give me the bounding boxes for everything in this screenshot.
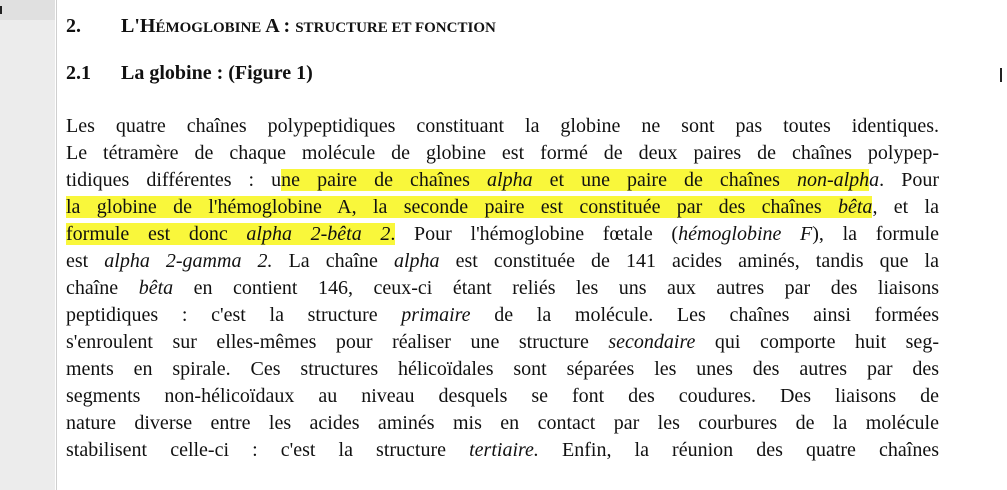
text-run: qui comporte huit seg- <box>695 331 939 353</box>
text-run: s'enroulent sur elles-mêmes pour réaliser une structure <box>66 331 609 353</box>
text-run: La chaîne <box>272 250 394 272</box>
highlighted-text <box>281 169 869 191</box>
subsection-title: La globine : (Figure 1) <box>121 62 313 84</box>
italic-term: non-alph <box>796 169 870 191</box>
text-run: . <box>390 223 396 245</box>
text-run: peptidiques : c'est la structure <box>66 304 402 326</box>
italic-term: bêta <box>838 196 873 218</box>
text-run: en contient 146, ceux-ci étant reliés les uns aux autres par des liaisons <box>173 277 939 299</box>
text-run: Pour l'hémoglobine fœtale ( <box>395 223 679 245</box>
text-run: nature diverse entre les acides aminés mis en contact par les courbures de la molécule <box>66 412 939 434</box>
italic-term: alpha <box>487 169 533 191</box>
section-heading <box>66 15 496 38</box>
italic-term: primaire <box>401 304 471 326</box>
subsection-number: 2.1 <box>66 62 91 84</box>
italic-term: bêta <box>138 277 174 299</box>
paragraph-line <box>66 194 939 221</box>
text-run: la globine de l'hémoglobine A, la seconde paire est constituée par des chaînes <box>66 196 838 218</box>
italic-term: a <box>869 169 880 191</box>
section-title-mid: A : <box>261 15 296 37</box>
italic-term: tertiaire. <box>469 439 539 461</box>
section-title-smallcaps: ÉMOGLOBINE <box>155 20 262 36</box>
text-run: , et la <box>872 196 939 218</box>
subsection-heading <box>66 62 313 85</box>
text-run: de la molécule. Les chaînes ainsi formées <box>470 304 939 326</box>
left-gutter <box>0 0 55 490</box>
paragraph-line <box>66 140 939 167</box>
text-run: Enfin, la réunion des quatre chaînes <box>538 439 939 461</box>
paragraph-line <box>66 437 939 464</box>
paragraph-line <box>66 356 939 383</box>
page-edge <box>56 0 57 490</box>
paragraph-line <box>66 383 939 410</box>
text-run: chaîne <box>66 277 139 299</box>
section-number: 2. <box>66 15 81 37</box>
paragraph-line <box>66 275 939 302</box>
highlighted-text <box>66 223 395 245</box>
text-run: . Pour <box>879 169 939 191</box>
italic-term: alpha 2-gamma 2. <box>104 250 273 272</box>
text-run: ), la formule <box>812 223 940 245</box>
italic-term: alpha 2-bêta 2 <box>246 223 391 245</box>
paragraph-line <box>66 113 939 140</box>
text-run: formule est donc <box>66 223 247 245</box>
paragraph-line <box>66 221 939 248</box>
paragraph-line <box>66 248 939 275</box>
text-run: tidiques différentes : u <box>66 169 282 191</box>
text-run: et une paire de chaînes <box>532 169 797 191</box>
gutter-panel <box>0 0 55 20</box>
text-run: est constituée de 141 acides aminés, tandis que la <box>439 250 939 272</box>
section-title-smallcaps-2: STRUCTURE ET FONCTION <box>295 20 496 36</box>
italic-term: hémoglobine F <box>678 223 813 245</box>
paragraph-line <box>66 167 939 194</box>
italic-term: secondaire <box>608 331 696 353</box>
italic-term: alpha <box>393 250 440 272</box>
text-run: ments en spirale. Ces structures hélicoïdales sont séparées les unes des autres par des <box>66 358 939 380</box>
text-run: ne paire de chaînes <box>281 169 488 191</box>
paragraph-line <box>66 302 939 329</box>
text-run: Les quatre chaînes polypeptidiques constituant la globine ne sont pas toutes identiques. <box>66 115 939 137</box>
text-cursor-mark <box>0 6 2 14</box>
section-title-lead: L'H <box>121 15 156 37</box>
paragraph-line <box>66 410 939 437</box>
paragraph-line <box>66 329 939 356</box>
text-run: Le tétramère de chaque molécule de globine est formé de deux paires de chaînes polypep- <box>66 142 939 164</box>
text-run: segments non-hélicoïdaux au niveau desquels se font des coudures. Des liaisons de <box>66 385 939 407</box>
text-run: est <box>66 250 105 272</box>
text-cursor-mark-right <box>1000 68 1002 82</box>
highlighted-text <box>66 196 872 218</box>
text-run: stabilisent celle-ci : c'est la structure <box>66 439 470 461</box>
